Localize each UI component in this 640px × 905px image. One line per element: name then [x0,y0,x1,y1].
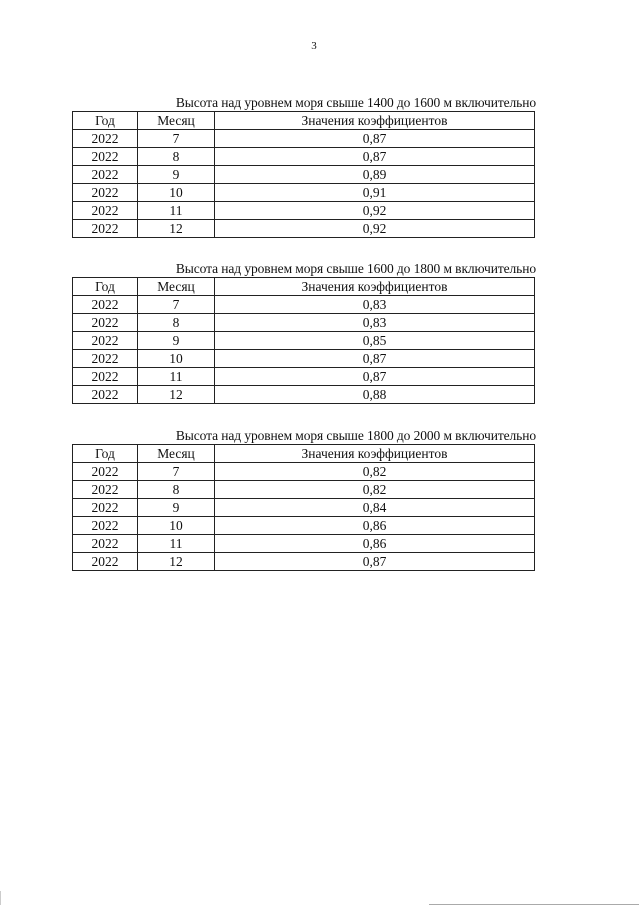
cell-year: 2022 [73,463,138,481]
cell-value: 0,91 [215,184,535,202]
cell-value: 0,92 [215,202,535,220]
cell-year: 2022 [73,296,138,314]
table-row [73,517,535,535]
table-row [73,184,535,202]
cell-year: 2022 [73,202,138,220]
page-number: 3 [311,40,317,52]
table-row [73,220,535,238]
cell-month: 11 [138,202,215,220]
cell-value: 0,83 [215,296,535,314]
cell-value: 0,88 [215,386,535,404]
table-row [73,553,535,571]
coefficient-section-1600-1800 [72,261,536,404]
cell-year: 2022 [73,130,138,148]
cell-year: 2022 [73,499,138,517]
cell-month: 12 [138,553,215,571]
table-row [73,463,535,481]
cell-month: 9 [138,499,215,517]
cell-month: 10 [138,184,215,202]
coefficient-section-1800-2000 [72,428,536,571]
coefficient-table [72,277,535,404]
header-year: Год [73,445,138,463]
table-header-row [73,278,535,296]
cell-value: 0,82 [215,481,535,499]
cell-year: 2022 [73,517,138,535]
section-title: Высота над уровнем моря свыше 1400 до 1600 м включительно [175,95,536,110]
header-value: Значения коэффициентов [215,112,535,130]
cell-month: 7 [138,296,215,314]
cell-year: 2022 [73,314,138,332]
cell-value: 0,87 [215,553,535,571]
header-value: Значения коэффициентов [215,445,535,463]
cell-year: 2022 [73,368,138,386]
cell-month: 9 [138,332,215,350]
scan-edge-mark [0,891,1,905]
cell-year: 2022 [73,148,138,166]
cell-value: 0,86 [215,517,535,535]
cell-value: 0,83 [215,314,535,332]
header-value: Значения коэффициентов [215,278,535,296]
cell-month: 12 [138,220,215,238]
table-row [73,314,535,332]
cell-month: 12 [138,386,215,404]
cell-year: 2022 [73,553,138,571]
header-month: Месяц [138,445,215,463]
cell-year: 2022 [73,535,138,553]
coefficient-table [72,111,535,238]
cell-month: 11 [138,368,215,386]
cell-year: 2022 [73,166,138,184]
cell-month: 8 [138,148,215,166]
cell-month: 8 [138,481,215,499]
table-header-row [73,112,535,130]
coefficient-table [72,444,535,571]
section-title: Высота над уровнем моря свыше 1600 до 1800 м включительно [175,261,536,276]
cell-year: 2022 [73,386,138,404]
header-year: Год [73,112,138,130]
cell-year: 2022 [73,220,138,238]
coefficient-section-1400-1600 [72,95,536,238]
table-row [73,350,535,368]
cell-year: 2022 [73,184,138,202]
table-row [73,202,535,220]
table-row [73,332,535,350]
cell-year: 2022 [73,332,138,350]
table-row [73,481,535,499]
cell-year: 2022 [73,350,138,368]
cell-month: 10 [138,350,215,368]
cell-month: 8 [138,314,215,332]
cell-value: 0,87 [215,148,535,166]
table-row [73,166,535,184]
table-row [73,368,535,386]
header-year: Год [73,278,138,296]
cell-month: 9 [138,166,215,184]
table-row [73,535,535,553]
cell-year: 2022 [73,481,138,499]
table-row [73,130,535,148]
table-header-row [73,445,535,463]
table-row [73,386,535,404]
cell-month: 7 [138,463,215,481]
section-title: Высота над уровнем моря свыше 1800 до 2000 м включительно [175,428,536,443]
cell-value: 0,89 [215,166,535,184]
cell-value: 0,92 [215,220,535,238]
cell-month: 10 [138,517,215,535]
table-row [73,148,535,166]
cell-value: 0,82 [215,463,535,481]
cell-month: 7 [138,130,215,148]
cell-value: 0,84 [215,499,535,517]
header-month: Месяц [138,112,215,130]
cell-month: 11 [138,535,215,553]
table-row [73,296,535,314]
cell-value: 0,87 [215,130,535,148]
cell-value: 0,85 [215,332,535,350]
table-row [73,499,535,517]
cell-value: 0,87 [215,368,535,386]
cell-value: 0,87 [215,350,535,368]
header-month: Месяц [138,278,215,296]
cell-value: 0,86 [215,535,535,553]
